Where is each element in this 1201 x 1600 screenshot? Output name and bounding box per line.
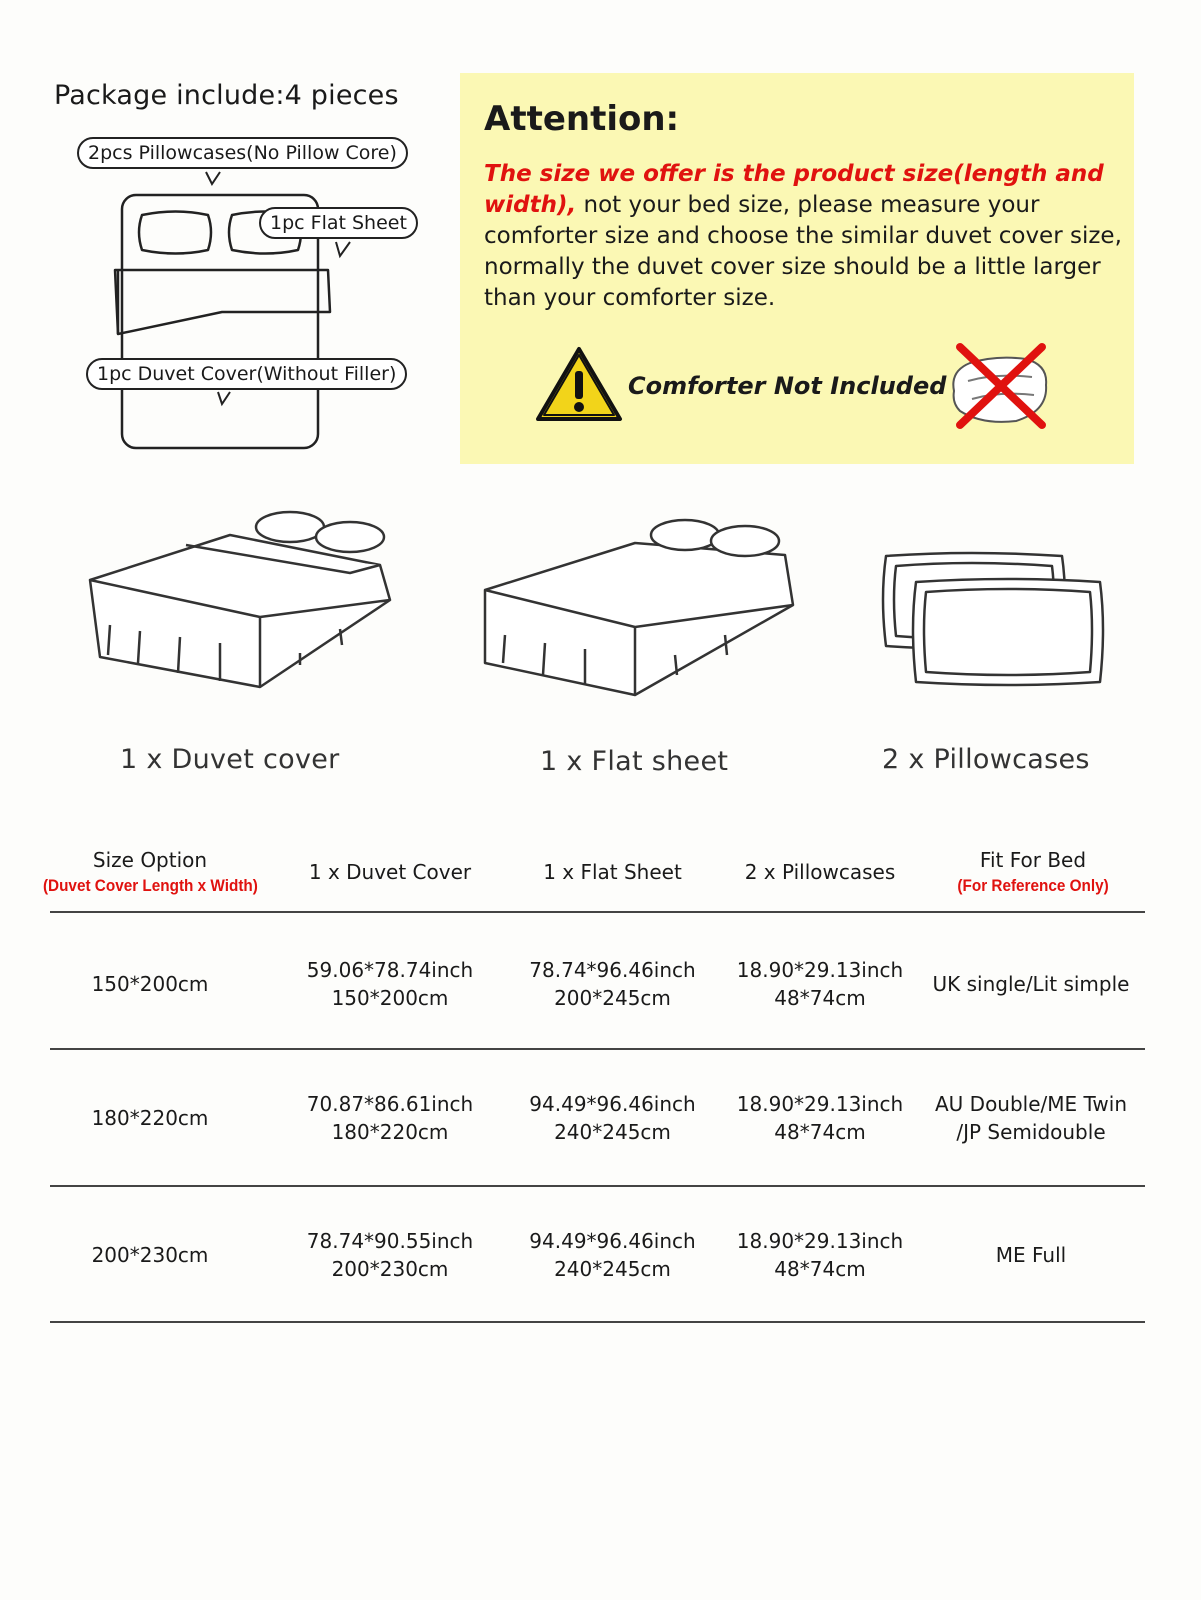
flat-size-inch: 94.49*96.46inch xyxy=(529,1092,696,1116)
cell-size-option: 150*200cm xyxy=(91,972,209,996)
fit-line-1: AU Double/ME Twin xyxy=(934,1092,1128,1116)
header-fit-for-bed-label: Fit For Bed xyxy=(979,848,1087,872)
duvet-cover-caption: 1 x Duvet cover xyxy=(120,744,340,775)
cell-pillowcases xyxy=(720,1090,920,1146)
attention-paragraph xyxy=(484,159,1124,314)
duvet-size-cm: 150*200cm xyxy=(331,986,449,1010)
pillowcases-illustration xyxy=(880,548,1105,693)
pillow-size-cm: 48*74cm xyxy=(774,1257,866,1281)
table-divider xyxy=(50,911,1145,913)
flat-size-inch: 94.49*96.46inch xyxy=(529,1229,696,1253)
cell-duvet-cover xyxy=(280,956,500,1012)
warning-icon xyxy=(534,345,624,425)
table-divider xyxy=(50,1321,1145,1323)
header-size-option xyxy=(30,848,270,898)
pillow-size-inch: 18.90*29.13inch xyxy=(736,958,904,982)
flat-sheet-illustration xyxy=(475,515,805,710)
pillow-size-cm: 48*74cm xyxy=(774,1120,866,1144)
table-divider xyxy=(50,1048,1145,1050)
attention-emphasis: The size we offer is the product size(length and width), xyxy=(484,161,1104,218)
cell-duvet-cover xyxy=(280,1090,500,1146)
cell-pillowcases xyxy=(720,1227,920,1283)
cell-size-option: 180*220cm xyxy=(91,1106,209,1130)
duvet-size-inch: 70.87*86.61inch xyxy=(306,1092,474,1116)
cell-flat-sheet xyxy=(505,1090,720,1146)
no-comforter-icon xyxy=(946,341,1056,431)
pillow-size-inch: 18.90*29.13inch xyxy=(736,1092,904,1116)
header-pillowcases: 2 x Pillowcases xyxy=(744,860,896,884)
header-size-option-label: Size Option xyxy=(92,848,208,872)
duvet-size-cm: 200*230cm xyxy=(331,1257,449,1281)
table-divider xyxy=(50,1185,1145,1187)
cell-flat-sheet xyxy=(505,1227,720,1283)
duvet-cover-illustration xyxy=(80,505,410,705)
header-fit-for-bed-note: (For Reference Only) xyxy=(957,876,1109,895)
header-flat-sheet: 1 x Flat Sheet xyxy=(543,860,682,884)
fit-line-1: UK single/Lit simple xyxy=(932,972,1130,996)
comforter-not-included-text: Comforter Not Included xyxy=(628,372,947,400)
flat-size-inch: 78.74*96.46inch xyxy=(529,958,696,982)
flat-size-cm: 240*245cm xyxy=(554,1257,671,1281)
pillowcases-caption: 2 x Pillowcases xyxy=(882,744,1090,775)
cell-duvet-cover xyxy=(280,1227,500,1283)
cell-fit-for-bed xyxy=(916,1241,1146,1269)
attention-title: Attention: xyxy=(484,99,680,139)
callout-pointers xyxy=(0,0,460,470)
header-fit-for-bed xyxy=(918,848,1148,898)
cell-pillowcases xyxy=(720,956,920,1012)
flat-size-cm: 240*245cm xyxy=(554,1120,671,1144)
flat-sheet-caption: 1 x Flat sheet xyxy=(540,746,729,777)
pillowcases-callout-text: 2pcs Pillowcases(No Pillow Core) xyxy=(88,142,397,164)
flat-size-cm: 200*245cm xyxy=(554,986,671,1010)
cell-flat-sheet xyxy=(505,956,720,1012)
attention-body: not your bed size, please measure your comforter size and choose the similar duvet cover size, normally the duvet cover size should be a little larger than your comforter size. xyxy=(484,192,1122,311)
duvet-size-cm: 180*220cm xyxy=(331,1120,449,1144)
duvet-size-inch: 59.06*78.74inch xyxy=(306,958,474,982)
duvet-callout-text: 1pc Duvet Cover(Without Filler) xyxy=(97,363,397,385)
pillow-size-inch: 18.90*29.13inch xyxy=(736,1229,904,1253)
duvet-size-inch: 78.74*90.55inch xyxy=(306,1229,474,1253)
header-size-option-note: (Duvet Cover Length x Width) xyxy=(42,876,258,895)
fit-line-2: /JP Semidouble xyxy=(956,1120,1106,1144)
fit-line-1: ME Full xyxy=(995,1243,1067,1267)
cell-size-option: 200*230cm xyxy=(91,1243,209,1267)
pillow-size-cm: 48*74cm xyxy=(774,986,866,1010)
flat-sheet-callout-text: 1pc Flat Sheet xyxy=(270,212,407,234)
header-duvet-cover: 1 x Duvet Cover xyxy=(308,860,472,884)
cell-fit-for-bed xyxy=(916,970,1146,998)
cell-fit-for-bed xyxy=(916,1090,1146,1146)
attention-box xyxy=(460,73,1134,464)
package-title: Package include:4 pieces xyxy=(54,80,399,111)
